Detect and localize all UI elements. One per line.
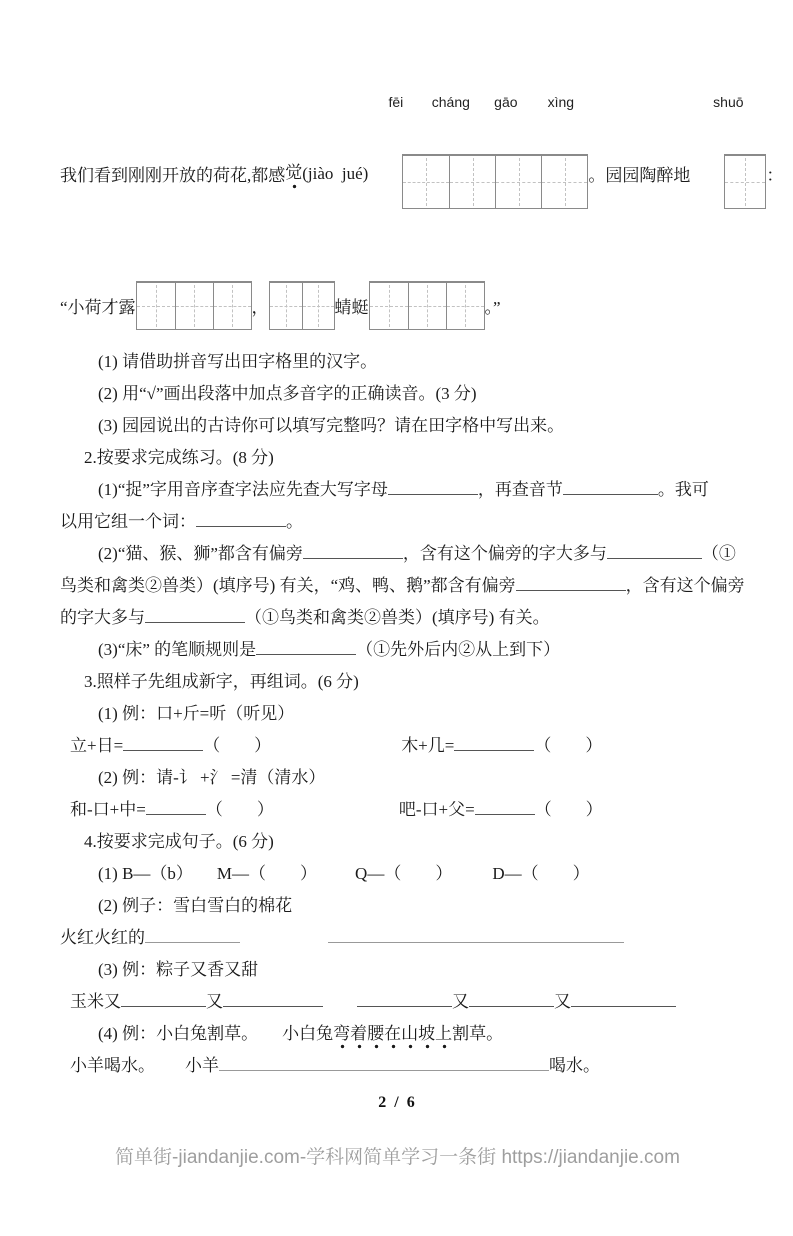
pinyin-labels <box>690 93 766 111</box>
page-number: 2 / 6 <box>378 1094 417 1111</box>
blank-line <box>516 576 626 591</box>
question-heading <box>60 826 735 858</box>
dotted-character: 觉 <box>285 158 302 189</box>
grid-cell <box>446 283 484 329</box>
question-text: (3)“床” 的笔顺规则是 <box>98 640 257 659</box>
question-text: 4.按要求完成句子。(6 分) <box>84 832 274 851</box>
question-text: （①先外后内②从上到下） <box>356 640 561 659</box>
pinyin-label: shuō <box>713 94 744 110</box>
blank-line <box>121 992 206 1007</box>
pinyin-hint: (jiào jué) <box>302 163 369 183</box>
grid-cell <box>213 283 251 329</box>
question-line <box>60 922 735 954</box>
blank-line <box>357 992 452 1007</box>
grid-cell <box>408 283 446 329</box>
tianzige-grid <box>269 281 335 330</box>
question-text: 小白兔 <box>282 1024 334 1043</box>
grid-cell <box>137 283 175 329</box>
blank-line <box>123 736 203 751</box>
site-footer: 简单街-jiandanjie.com-学科网简单学习一条街 https://jiandanjie.com <box>115 1147 680 1168</box>
question-text: 2.按要求完成练习。(8 分) <box>84 448 274 467</box>
question-line <box>60 890 735 922</box>
pinyin-label: cháng <box>431 94 470 110</box>
question-line <box>60 474 735 506</box>
question-text: 玉米又 <box>70 992 121 1011</box>
dotted-phrase: 弯着腰在山坡上 <box>333 1024 452 1049</box>
grid-cell <box>270 283 302 329</box>
passage-line-2 <box>60 281 735 330</box>
blank-line <box>146 800 206 815</box>
question-text: (2) 用“√”画出段落中加点多音字的正确读音。(3 分) <box>98 384 477 403</box>
blank-line <box>145 608 245 623</box>
blank-line <box>256 640 356 655</box>
blank-line <box>303 544 403 559</box>
question-line <box>60 410 735 442</box>
grid-cell <box>370 283 408 329</box>
question-text: (1)“捉”字用音序查字法应先查大写字母 <box>98 480 388 499</box>
question-text: 木+几= <box>401 736 455 755</box>
question-line <box>60 1050 735 1082</box>
question-text: （①鸟类和禽类②兽类）(填序号) 有关。 <box>245 608 550 627</box>
question-text: Q—（ ） <box>355 864 453 883</box>
question-text: 鸟类和禽类②兽类）(填序号) 有关，“鸡、鸭、鹅”都含有偏旁 <box>60 576 516 595</box>
question-text: (4) 例：小白兔割草。 <box>98 1024 259 1043</box>
question-text: 3.照样子先组成新字，再组词。(6 分) <box>84 672 359 691</box>
page-content <box>0 94 793 1169</box>
question-line <box>60 634 735 666</box>
question-text: （ ） <box>534 736 603 755</box>
question-text: (1) B—（b） <box>98 864 193 883</box>
question-text: （ ） <box>203 736 272 755</box>
question-text: 又 <box>554 992 571 1011</box>
passage-text: 我们看到刚刚开放的荷花,都感 <box>60 166 286 185</box>
tianzige-grid <box>369 281 485 330</box>
question-text: 的字大多与 <box>60 608 145 627</box>
blank-line <box>145 928 240 943</box>
question-text: 小羊 <box>185 1056 219 1075</box>
question-text: （ ） <box>534 800 603 819</box>
blank-line <box>454 736 534 751</box>
grid-cell <box>403 156 449 208</box>
question-line <box>60 858 735 890</box>
question-line <box>60 762 735 794</box>
question-line <box>60 602 735 634</box>
question-text: (3) 例：粽子又香又甜 <box>98 960 259 979</box>
blank-line <box>571 992 676 1007</box>
question-text: (2) 例子：雪白雪白的棉花 <box>98 896 293 915</box>
question-text: （ ） <box>205 800 274 819</box>
question-text: ，含有这个偏旁 <box>625 576 745 595</box>
question-text: M—（ ） <box>216 864 318 883</box>
question-text: ，再查音节 <box>477 480 563 499</box>
grid-cell <box>541 156 587 208</box>
question-line <box>60 346 735 378</box>
grid-cell <box>175 283 213 329</box>
question-text: （① <box>701 544 736 563</box>
question-text: 喝水。 <box>549 1056 600 1075</box>
question-text: 和-口+中= <box>70 800 146 819</box>
pinyin-label: fēi <box>388 94 404 110</box>
question-text: 火红火红的 <box>60 928 145 947</box>
blank-line <box>223 992 323 1007</box>
question-text: (1) 例：口+斤=听（听见） <box>98 704 295 723</box>
worksheet-page <box>0 94 793 1236</box>
blank-line <box>219 1056 549 1071</box>
passage-text: ， <box>251 298 269 317</box>
grid-cell <box>449 156 495 208</box>
question-heading <box>60 442 735 474</box>
question-text: 。我可 <box>657 480 709 499</box>
blank-line <box>328 928 624 943</box>
question-text: (2)“猫、猴、狮”都含有偏旁 <box>98 544 303 563</box>
question-text: D—（ ） <box>492 864 590 883</box>
question-text: 又 <box>206 992 223 1011</box>
passage-text: 。园园陶醉地 <box>588 166 691 185</box>
pinyin-label: gāo <box>494 94 518 110</box>
question-line <box>60 506 735 538</box>
question-text: 立+日= <box>70 736 124 755</box>
question-line <box>60 570 745 602</box>
tianzige-grid <box>136 281 252 330</box>
blank-line <box>475 800 535 815</box>
question-line <box>60 794 735 826</box>
passage-text: 。” <box>484 298 501 317</box>
question-text: (2) 例：请-讠 +氵 =清（清水） <box>98 768 326 787</box>
passage-text: 蜻蜓 <box>334 298 369 317</box>
passage-text: “小荷才露 <box>60 298 136 317</box>
question-text: (1) 请借助拼音写出田字格里的汉字。 <box>98 352 378 371</box>
pinyin-label: xìng <box>547 94 575 110</box>
question-text: (3) 园园说出的古诗你可以填写完整吗？请在田字格中写出来。 <box>98 416 565 435</box>
blank-line <box>196 512 286 527</box>
question-line <box>60 730 735 762</box>
question-heading <box>60 666 735 698</box>
question-text: 割草。 <box>452 1024 504 1043</box>
tianzige-grid <box>690 94 766 233</box>
question-text: 吧-口+父= <box>398 800 475 819</box>
question-text: 小羊喝水。 <box>70 1056 155 1075</box>
question-line <box>60 1018 735 1050</box>
grid-cell <box>495 156 541 208</box>
question-line <box>60 986 735 1018</box>
grid-cell <box>725 156 765 208</box>
question-line <box>60 538 735 570</box>
question-text: 。 <box>286 512 303 531</box>
blank-line <box>469 992 554 1007</box>
question-text: 又 <box>452 992 469 1011</box>
tianzige-grid <box>368 94 588 233</box>
question-text: 以用它组一个词： <box>60 512 196 531</box>
passage-text: ： <box>766 166 784 185</box>
question-text: ，含有这个偏旁的字大多与 <box>402 544 607 563</box>
passage-line-1 <box>60 94 784 233</box>
blank-line <box>563 480 658 495</box>
blank-line <box>388 480 478 495</box>
grid-cell <box>302 283 334 329</box>
blank-line <box>607 544 702 559</box>
question-line <box>60 378 735 410</box>
question-line <box>60 954 735 986</box>
question-line <box>60 698 735 730</box>
pinyin-labels <box>368 93 588 111</box>
